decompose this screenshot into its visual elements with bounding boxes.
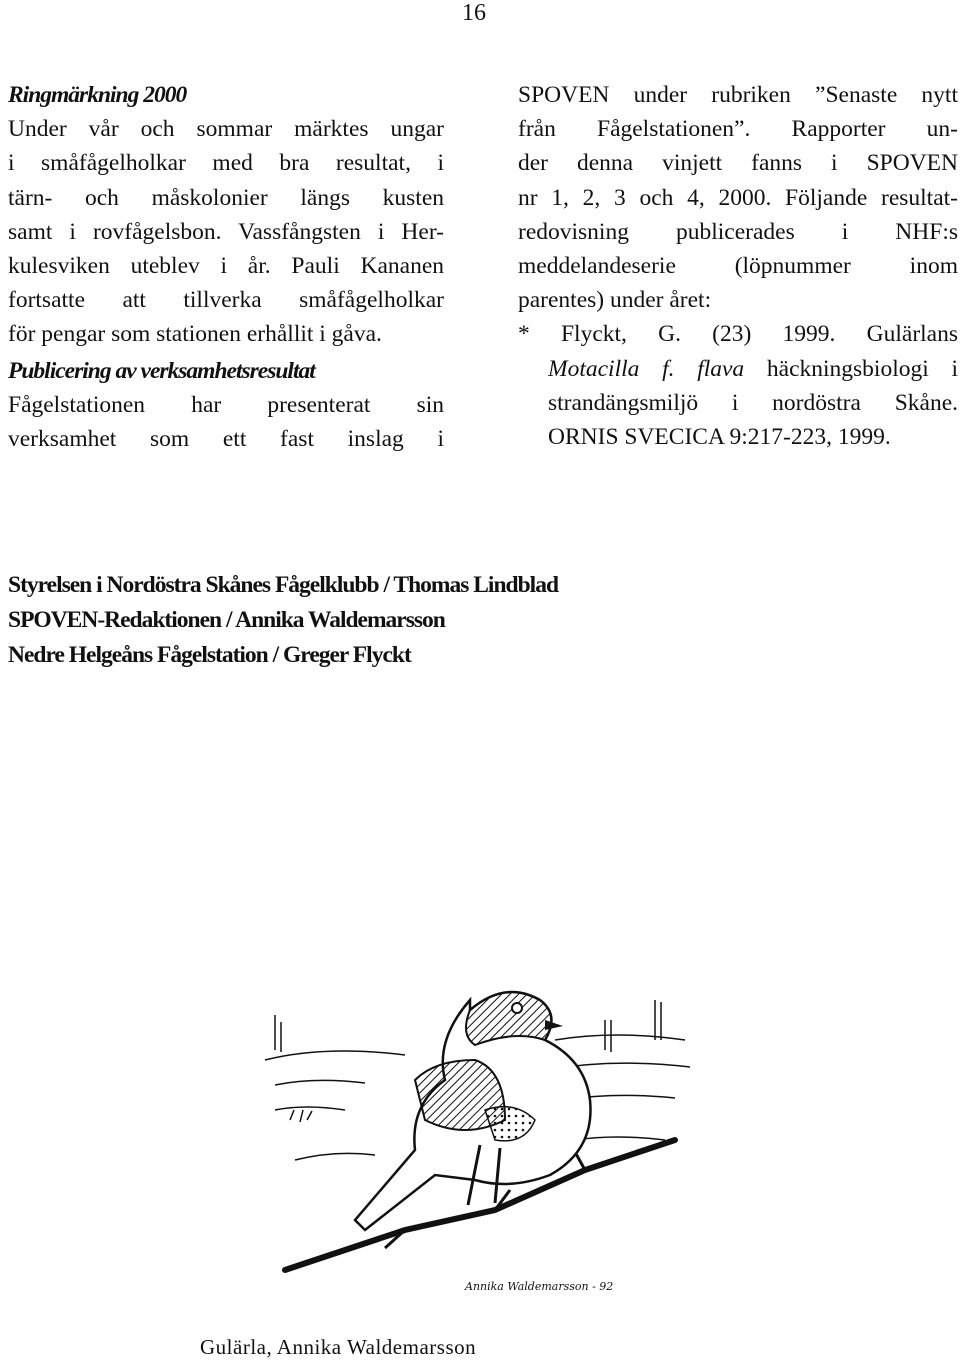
text-line: Fågelstationen har presenterat sin bbox=[8, 391, 444, 418]
section-heading-publication: Publicering av verksamhetsresultat bbox=[8, 357, 315, 384]
text-line: SPOVEN under rubriken ”Senaste nytt bbox=[518, 82, 958, 108]
bird bbox=[355, 992, 591, 1230]
publication-paragraph bbox=[8, 388, 444, 456]
reference-line: * Flyckt, G. (23) 1999. Gulärlans bbox=[518, 321, 958, 348]
text-line: meddelandeserie (löpnummer inom bbox=[518, 253, 958, 280]
text-line: redovisning publicerades i NHF:s bbox=[518, 218, 958, 245]
reference-line: strandängsmiljö i nordöstra Skåne. bbox=[548, 389, 958, 416]
reference-line: ORNIS SVECICA 9:217-223, 1999. bbox=[548, 424, 891, 451]
text-line: fortsatte att tillverka småfågelholkar bbox=[8, 287, 444, 314]
species-name: Motacilla f. flava bbox=[548, 355, 745, 382]
credit-line: Nedre Helgeåns Fågelstation / Greger Flyckt bbox=[8, 642, 411, 668]
credit-line: SPOVEN-Redaktionen / Annika Waldemarsson bbox=[8, 607, 445, 633]
left-column bbox=[8, 78, 444, 456]
artist-signature: Annika Waldemarsson - 92 bbox=[465, 1280, 614, 1293]
section-heading-ringing: Ringmärkning 2000 bbox=[8, 82, 187, 108]
text-line: verksamhet som ett fast inslag i bbox=[8, 426, 444, 453]
page-number: 16 bbox=[462, 0, 486, 26]
text-line: samt i rovfågelsbon. Vassfångsten i Her- bbox=[8, 218, 444, 245]
credit-line: Styrelsen i Nordöstra Skånes Fågelklubb / Thomas Lindblad bbox=[8, 572, 559, 598]
text-line: der denna vinjett fanns i SPOVEN bbox=[518, 150, 958, 177]
text-line: parentes) under året: bbox=[518, 287, 712, 314]
text-line: från Fågelstationen”. Rapporter un- bbox=[518, 116, 958, 143]
text-line: i småfågelholkar med bra resultat, i bbox=[8, 150, 444, 177]
text-line: kulesviken uteblev i år. Pauli Kananen bbox=[8, 253, 444, 280]
text-line: för pengar som stationen erhållit i gåva. bbox=[8, 321, 382, 348]
text-line: tärn- och måskolonier längs kusten bbox=[8, 184, 444, 211]
figure-caption: Gulärla, Annika Waldemarsson bbox=[200, 1335, 477, 1359]
publication-paragraph-continued bbox=[518, 78, 958, 317]
reference-line bbox=[518, 352, 958, 386]
credits-block bbox=[8, 568, 908, 673]
text-line: Under vår och sommar märktes ungar bbox=[8, 116, 444, 143]
text-line: nr 1, 2, 3 och 4, 2000. Följande resultat- bbox=[518, 184, 958, 211]
wagtail-illustration bbox=[255, 960, 695, 1320]
reference-text: häckningsbiologi i bbox=[744, 355, 959, 382]
ringing-paragraph bbox=[8, 112, 444, 351]
reference-entry bbox=[518, 317, 958, 454]
right-column bbox=[518, 78, 958, 454]
